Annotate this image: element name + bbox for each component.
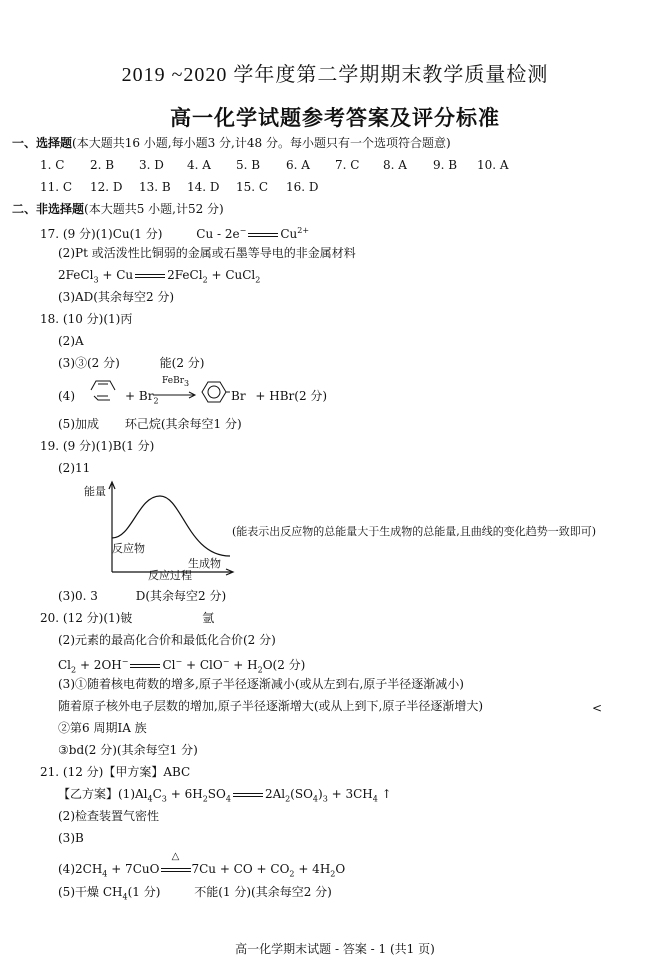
mc-answer: 16. D [286,180,319,194]
graph-y-label: 能量 [84,485,106,498]
q21-part5-score: (1 分) [127,885,161,899]
mc-answer: 10. A [477,158,509,172]
section2-header [12,201,224,217]
formula: Cl [58,658,72,672]
formula: + CuCl [207,268,256,282]
q21-part5c: 不能(1 分)(其余每空2 分) [194,885,332,899]
mc-answer: 11. C [40,180,73,194]
catalyst-label [162,376,189,389]
formula: (5)干燥 CH [58,885,123,899]
subscript: 4 [225,794,231,804]
stray-mark: < [592,701,603,715]
subscript: 2 [202,794,208,804]
q19-line-2: (2)11 [58,461,91,475]
formula: 【乙方案】(1)Al [58,787,148,801]
mc-answer: 5. B [236,158,261,172]
subscript: 3 [93,275,99,285]
q19-part3a: (3)0. 3 [58,589,98,603]
subscript: 2 [71,665,77,675]
mc-answer: 3. D [139,158,164,172]
subscript: 2 [255,275,261,285]
q19-part3b: D(其余每空2 分) [135,589,227,603]
exam-title: 2019 ~2020 学年度第二学期期末教学质量检测 [121,64,549,86]
graph-note: (能表示出反应物的总能量大于生成物的总能量,且曲线的变化趋势一致即可) [232,525,597,538]
q20-part1b: 氩 [202,611,215,625]
mc-answer: 13. B [139,180,171,194]
q17-line-1 [40,223,309,242]
q21-line-5 [58,851,346,882]
subscript: 4 [147,794,153,804]
equals-sign [135,274,165,278]
formula: 2FeCl [167,268,203,282]
formula: Br [231,389,246,403]
document-subtitle: 高一化学试题参考答案及评分标准 [170,106,500,130]
q18-product [231,388,327,404]
equals-sign [130,664,160,668]
q18-line-4 [58,388,75,404]
q18-part3: (3)③(2 分) [58,356,120,370]
charge: − [121,657,129,666]
section1-header [12,135,451,151]
q17-half-reaction [196,227,309,241]
formula: + 6H [166,787,203,801]
mc-answer: 12. D [90,180,123,194]
q17-line-3 [58,267,260,288]
formula: 7Cu + CO + CO [191,862,290,876]
charge: 2+ [297,226,310,235]
formula: O [335,862,346,876]
q19-line-3 [58,588,226,604]
q18-line-5 [58,416,242,432]
graph-reactant-label: 反应物 [112,542,145,555]
reaction-arrow-icon [152,390,198,400]
subscript: 4 [122,892,128,902]
equals-sign [233,793,263,797]
formula: + ClO [182,658,223,672]
benzene-icon [88,378,118,404]
q17-line-2: (2)Pt 或活泼性比铜弱的金属或石墨等导电的非金属材料 [58,246,356,260]
equals-sign [161,868,191,872]
q20-line-3 [58,654,305,678]
q20-line-2: (2)元素的最高化合价和最低化合价(2 分) [58,633,276,647]
formula: 2FeCl [58,268,94,282]
mc-answer: 1. C [40,158,65,172]
bromobenzene-ring-icon [200,380,230,404]
subscript: 2 [330,869,336,879]
mc-answer: 7. C [335,158,360,172]
q21-line-6 [58,884,332,905]
subscript: 2 [257,665,263,675]
subscript: 4 [102,869,108,879]
q20-line-7: ③bd(2 分)(其余每空1 分) [58,743,198,757]
mc-answer: 2. B [90,158,115,172]
gas-arrow: ↑ [377,787,392,801]
charge: − [239,226,247,235]
formula: + 2OH [76,658,122,672]
subscript: 2 [202,275,208,285]
mc-answer: 14. D [187,180,220,194]
q21-line-1: 21. (12 分)【甲方案】ABC [40,765,191,779]
subscript: 3 [322,794,328,804]
section1-note: (本大题共16 小题,每小题3 分,计48 分。每小题只有一个选项符合题意) [72,136,451,150]
q17-hr-right: Cu [280,227,298,241]
graph-x-label: 反应过程 [148,569,192,582]
subscript: 2 [153,396,159,406]
formula: + HBr(2 分) [255,389,328,403]
graph-product-label: 生成物 [188,557,221,570]
mc-answer: 4. A [187,158,211,172]
subscript: 3 [161,794,167,804]
q17-hr-left: Cu - 2e [196,227,240,241]
subscript: 2 [285,794,291,804]
formula: SO [207,787,226,801]
q18-line-3 [58,355,204,371]
q21-line-4: (3)B [58,831,84,845]
formula: C [152,787,162,801]
formula: Cl [162,658,176,672]
subscript: 2 [289,869,295,879]
formula: + 4H [294,862,331,876]
q20-line-4: (3)①随着核电荷数的增多,原子半径逐渐减小(或从左到右,原子半径逐渐减小) [58,677,464,691]
q20-line-1 [40,610,214,626]
formula: + 3CH [327,787,373,801]
q20-part1a: 20. (12 分)(1)铍 [40,611,133,625]
q20-line-5: 随着原子核外电子层数的增加,原子半径逐渐增大(或从上到下,原子半径逐渐增大) [58,699,483,713]
section2-heading: 二、非选择题 [12,202,85,216]
q17-part1: 17. (9 分)(1)Cu(1 分) [40,227,163,241]
formula: ) [318,787,323,801]
subscript: 4 [372,794,378,804]
formula: (4)2CH [58,862,103,876]
mc-answer: 9. B [433,158,458,172]
charge: − [175,657,183,666]
q18-line-2: (2)A [58,334,84,348]
q18-part3b: 能(2 分) [159,356,205,370]
section2-note: (本大题共5 小题,计52 分) [84,202,224,216]
formula: + Br [125,389,154,403]
q19-line-1: 19. (9 分)(1)B(1 分) [40,439,155,453]
page-footer: 高一化学期末试题 - 答案 - 1 (共1 页) [235,942,435,956]
formula: + Cu [98,268,134,282]
subscript: 3 [184,378,190,388]
subscript: 4 [312,794,319,804]
heat-symbol: △ [171,851,180,862]
mc-answer: 8. A [383,158,407,172]
formula: 2Al [264,787,286,801]
section1-heading: 一、选择题 [12,136,73,150]
formula: O(2 分) [262,658,306,672]
q17-line-4: (3)AD(其余每空2 分) [58,290,175,304]
charge: − [222,657,230,666]
q18-part5a: (5)加成 [58,417,99,431]
q21-line-2 [58,786,392,807]
q21-line-3: (2)检查装置气密性 [58,809,159,823]
q20-line-6: ②第6 周期ⅠA 族 [58,721,147,735]
mc-answer: 6. A [286,158,310,172]
q18-line-1: 18. (10 分)(1)丙 [40,312,133,326]
formula: + 7CuO [107,862,160,876]
mc-answer: 15. C [236,180,269,194]
q18-part5b: 环己烷(其余每空1 分) [124,417,242,431]
formula: (SO [290,787,313,801]
formula: + H [229,658,258,672]
equals-sign [248,233,278,237]
heat-equals [159,851,191,877]
formula: FeBr [162,376,184,386]
q18-part4-label: (4) [58,389,75,403]
